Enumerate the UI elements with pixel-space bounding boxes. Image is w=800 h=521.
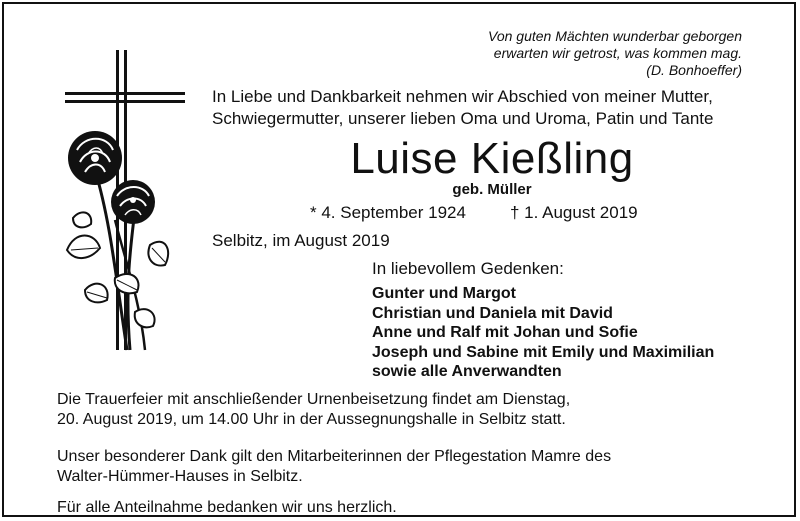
memory-label: In liebevollem Gedenken: [372,259,564,278]
mourner-line: Joseph und Sabine mit Emily und Maximilian [372,343,715,361]
mourner-line: Gunter und Margot [372,285,516,302]
mourner-line: sowie alle Anverwandten [372,363,562,380]
closing-line: Für alle Anteilnahme bedanken wir uns herzlich. [57,499,397,516]
thanks-line: Walter-Hümmer-Hauses in Selbitz. [57,467,303,485]
bonhoeffer-quote [382,28,742,79]
death-date: † 1. August 2019 [510,203,638,222]
maiden-name: geb. Müller [452,181,532,198]
birth-date: * 4. September 1924 [310,203,466,222]
funeral-info [57,384,777,518]
intro-line: In Liebe und Dankbarkeit nehmen wir Abschied von meiner Mutter, [212,87,713,106]
mourner-line: Anne und Ralf mit Johan und Sofie [372,324,638,341]
place-date: Selbitz, im August 2019 [212,231,390,250]
thanks-line: Unser besonderer Dank gilt den Mitarbeiterinnen der Pflegestation Mamre des [57,448,612,465]
mourner-line: Christian und Daniela mit David [372,304,613,322]
intro-line: Schwiegermutter, unserer lieben Oma und Uroma, Patin und Tante [212,109,714,128]
mourners-list [372,284,792,382]
intro-text [212,86,772,130]
funeral-line: Die Trauerfeier mit anschließender Urnenbeisetzung findet am Dienstag, [57,391,571,408]
deceased-name: Luise Kießling [350,134,634,183]
quote-author: (D. Bonhoeffer) [646,62,742,78]
quote-line: Von guten Mächten wunderbar geborgen [488,28,742,44]
cross-with-roses-icon [55,50,205,370]
quote-line: erwarten wir getrost, was kommen mag. [493,45,742,61]
funeral-line: 20. August 2019, um 14.00 Uhr in der Aussegnungshalle in Selbitz statt. [57,410,566,428]
